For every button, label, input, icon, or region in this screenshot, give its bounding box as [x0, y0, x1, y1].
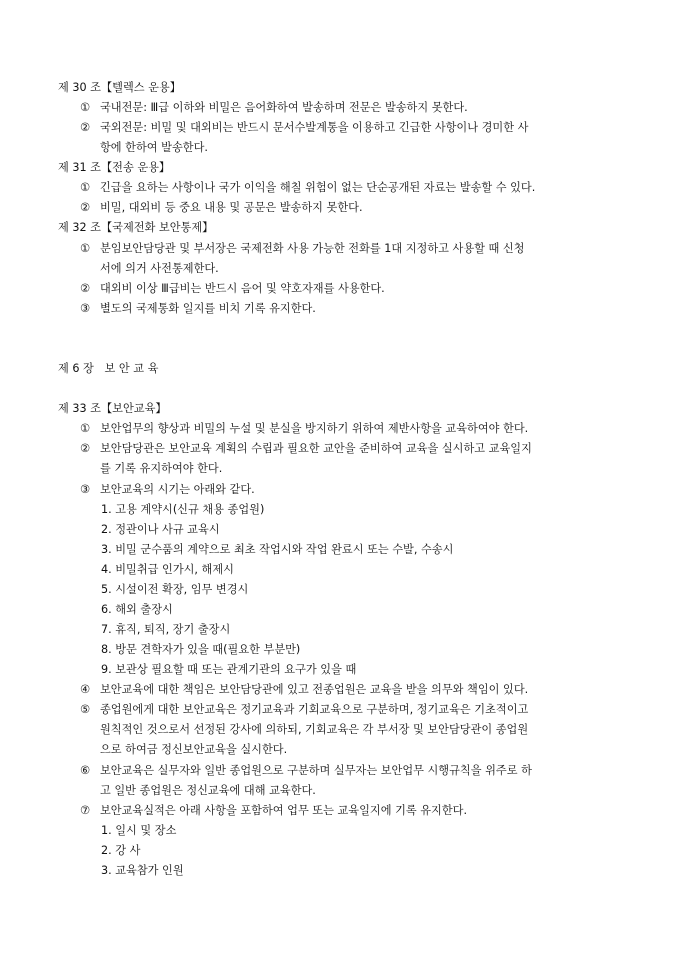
- article-32-para-2: [80, 280, 385, 298]
- para-number: ①: [80, 181, 91, 194]
- article-33-para-5: [80, 701, 528, 719]
- para-number: ①: [80, 101, 91, 114]
- article-33-para-7: [80, 802, 467, 820]
- para-number: ③: [80, 483, 91, 496]
- para-number: ⑥: [80, 764, 91, 777]
- list-item: 7. 휴직, 퇴직, 장기 출장시: [101, 623, 231, 636]
- article-33-para-3: [80, 481, 255, 499]
- article-32-para-1: [80, 240, 525, 258]
- para-text: 보안교육은 실무자와 일반 종업원으로 구분하며 실무자는 보안업무 시행규칙을 위주로 하: [100, 764, 532, 777]
- article-33-para-6: [80, 762, 532, 780]
- article-33-para-5-cont-2: 으로 하여금 정신보안교육을 실시한다.: [100, 743, 288, 756]
- para-text: 종업원에게 대한 보안교육은 정기교육과 기회교육으로 구분하며, 정기교육은 기초적이고: [100, 703, 529, 716]
- para-text: 보안교육에 대한 책임은 보안담당관에 있고 전종업원은 교육을 받을 의무와 책임이 있다.: [100, 683, 529, 696]
- article-33-para-2: [80, 440, 532, 458]
- article-30-para-1: [80, 99, 468, 117]
- para-text: 비밀, 대외비 등 중요 내용 및 공문은 발송하지 못한다.: [100, 201, 363, 214]
- chapter-6-title: 제 6 장 보 안 교 육: [58, 362, 159, 375]
- para-text: 긴급을 요하는 사항이나 국가 이익을 해칠 위험이 없는 단순공개된 자료는 발송할 수 있다.: [100, 181, 536, 194]
- para-text: 보안담당관은 보안교육 계획의 수립과 필요한 교안을 준비하여 교육을 실시하고 교육일지: [100, 442, 532, 455]
- para-text: 별도의 국제통화 일지를 비치 기록 유지한다.: [100, 302, 316, 315]
- article-33-para-5-cont-1: 원칙적인 것으로서 선정된 강사에 의하되, 기회교육은 각 부서장 및 보안담당관이 종업원: [100, 723, 529, 736]
- list-item: 9. 보관상 필요할 때 또는 관계기관의 요구가 있을 때: [101, 663, 357, 676]
- para-text: 분임보안담당관 및 부서장은 국제전화 사용 가능한 전화를 1대 지정하고 사용할 때 신청: [100, 242, 525, 255]
- para-text: 보안업무의 향상과 비밀의 누설 및 분실을 방지하기 위하여 제반사항을 교육하여야 한다.: [100, 422, 529, 435]
- article-32-heading: 제 32 조【국제전화 보안통제】: [58, 221, 214, 234]
- list-item: 8. 방문 견학자가 있을 때(필요한 부분만): [101, 643, 301, 656]
- list-item: 4. 비밀취급 인가시, 해제시: [101, 563, 234, 576]
- para-number: ②: [80, 282, 91, 295]
- para-number: ⑦: [80, 804, 91, 817]
- list-item: 5. 시설이전 확장, 임무 변경시: [101, 583, 249, 596]
- para-text: 보안교육의 시기는 아래와 같다.: [100, 483, 255, 496]
- para-number: ②: [80, 442, 91, 455]
- article-31-para-2: [80, 199, 363, 217]
- article-33-heading: 제 33 조【보안교육】: [58, 402, 167, 415]
- para-text: 보안교육실적은 아래 사항을 포함하여 업무 또는 교육일지에 기록 유지한다.: [100, 804, 468, 817]
- para-number: ④: [80, 683, 91, 696]
- article-33-para-2-cont: 를 기록 유지하여야 한다.: [100, 462, 223, 475]
- para-number: ⑤: [80, 703, 91, 716]
- article-30-heading: 제 30 조【텔렉스 운용】: [58, 81, 181, 94]
- list-item: 1. 고용 계약시(신규 채용 종업원): [101, 503, 265, 516]
- article-33-para-4: [80, 681, 528, 699]
- article-30-para-2-cont: 항에 한하여 발송한다.: [100, 141, 208, 154]
- list-item: 2. 정관이나 사규 교육시: [101, 523, 220, 536]
- article-31-heading: 제 31 조【전송 운용】: [58, 161, 171, 174]
- para-number: ③: [80, 302, 91, 315]
- article-32-para-1-cont: 서에 의거 사전통제한다.: [100, 262, 219, 275]
- para-text: 국외전문: 비밀 및 대외비는 반드시 문서수발계통을 이용하고 긴급한 사항이나 경미한 사: [100, 121, 529, 134]
- list-item: 3. 비밀 군수품의 계약으로 최초 작업시와 작업 완료시 또는 수발, 수송시: [101, 543, 454, 556]
- para-number: ②: [80, 121, 91, 134]
- para-text: 국내전문: Ⅲ급 이하와 비밀은 음어화하여 발송하며 전문은 발송하지 못한다.: [100, 101, 468, 114]
- article-30-para-2: [80, 119, 528, 137]
- para-number: ①: [80, 242, 91, 255]
- article-33-para-1: [80, 420, 528, 438]
- article-31-para-1: [80, 179, 535, 197]
- para-text: 대외비 이상 Ⅲ급비는 반드시 음어 및 약호자재를 사용한다.: [100, 282, 385, 295]
- list-item: 2. 강 사: [101, 844, 141, 857]
- list-item: 3. 교육참가 인원: [101, 864, 184, 877]
- list-item: 6. 해외 출장시: [101, 603, 173, 616]
- article-32-para-3: [80, 300, 316, 318]
- article-33-para-6-cont: 고 일반 종업원은 정신교육에 대해 교육한다.: [100, 784, 316, 797]
- list-item: 1. 일시 및 장소: [101, 824, 177, 837]
- para-number: ①: [80, 422, 91, 435]
- para-number: ②: [80, 201, 91, 214]
